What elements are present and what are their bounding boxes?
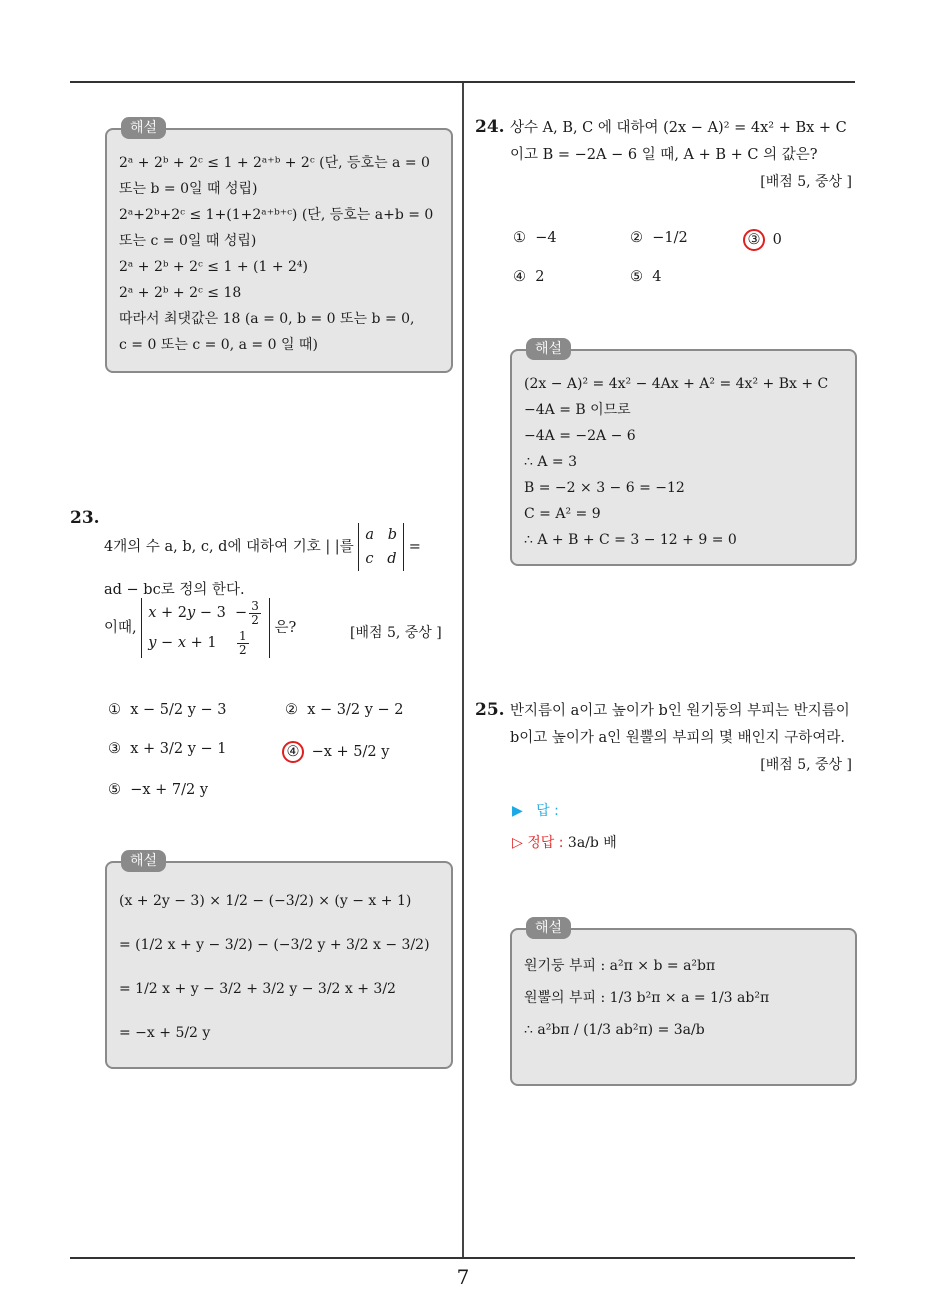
question-23-meta: [배점 5, 중상 ]: [350, 625, 442, 641]
question-number-24: 24.: [475, 117, 505, 137]
choice-text: −x + 5/2 y: [311, 744, 390, 760]
question-24-line2: 이고 B = −2A − 6 일 때, A + B + C 의 값은?: [510, 147, 818, 163]
answer-row[interactable]: [512, 800, 559, 820]
solution-line: 2ᵃ + 2ᵇ + 2ᶜ ≤ 18: [119, 285, 242, 301]
answer-circle-mark: ④: [282, 741, 304, 763]
choice-23-2[interactable]: [285, 702, 404, 718]
solution-box-24: [510, 341, 857, 566]
answer-arrow-icon: ▶: [512, 803, 523, 819]
choice-23-4[interactable]: [285, 741, 389, 763]
correct-unit: 배: [603, 835, 617, 851]
solution-line: 2ᵃ + 2ᵇ + 2ᶜ ≤ 1 + (1 + 2⁴): [119, 259, 308, 275]
solution-line: −4A = −2A − 6: [524, 428, 636, 444]
solution-line: 또는 c = 0일 때 성립): [119, 233, 257, 249]
solution-line: ∴ A = 3: [524, 454, 578, 470]
choice-text: x − 3/2 y − 2: [307, 702, 404, 718]
choice-text: 2: [535, 269, 545, 285]
solution-line: 원기둥 부피 : a²π × b = a²bπ: [524, 958, 716, 974]
choice-24-5[interactable]: [630, 269, 661, 285]
choice-text: x + 3/2 y − 1: [130, 741, 227, 757]
solution-line: 원뿔의 부피 : 1/3 b²π × a = 1/3 ab²π: [524, 990, 770, 1006]
choice-text: −4: [535, 230, 557, 246]
answer-circle-mark: ③: [743, 229, 765, 251]
choice-mark: ⑤: [108, 782, 121, 798]
solution-line: = (1/2 x + y − 3/2) − (−3/2 y + 3/2 x − 3/2): [119, 937, 430, 953]
choice-23-3[interactable]: [108, 741, 227, 757]
solution-box-22: [105, 120, 453, 373]
choice-24-4[interactable]: [513, 269, 544, 285]
choice-mark: ①: [513, 230, 526, 246]
choice-24-2[interactable]: [630, 230, 688, 246]
question-25-text: [510, 698, 860, 779]
choice-text: −1/2: [652, 230, 688, 246]
solution-line: 또는 b = 0일 때 성립): [119, 181, 258, 197]
correct-arrow-icon: ▷: [512, 835, 523, 851]
solution-body: [512, 930, 855, 1054]
question-25-meta: [배점 5, 중상 ]: [760, 757, 852, 773]
question-25-line2: b이고 높이가 a인 원뿔의 부피의 몇 배인지 구하여라.: [510, 730, 845, 746]
solution-tag: 해설: [526, 917, 571, 939]
solution-line: = 1/2 x + y − 3/2 + 3/2 y − 3/2 x + 3/2: [119, 981, 396, 997]
question-24-text: [510, 115, 860, 196]
question-23-line1: 4개의 수 a, b, c, d에 대하여 기호 | |를: [104, 539, 354, 555]
bottom-rule: [70, 1257, 855, 1259]
solution-box-25: [510, 920, 857, 1086]
solution-body: [107, 130, 451, 366]
question-23-line3: [104, 598, 454, 658]
choice-mark: ②: [630, 230, 643, 246]
solution-line: −4A = B 이므로: [524, 402, 631, 418]
choice-mark: ②: [285, 702, 298, 718]
question-number-25: 25.: [475, 700, 505, 720]
correct-label: 정답 :: [527, 835, 564, 851]
determinant-expression: x + 2y − 3 − $\frac{3}{2}$ y − x + 1 $\frac{1}{2}$: [141, 598, 270, 658]
choice-23-5[interactable]: [108, 782, 208, 798]
correct-value: 3a/b: [567, 835, 599, 851]
choice-mark: ④: [513, 269, 526, 285]
solution-line: B = −2 × 3 − 6 = −12: [524, 480, 685, 496]
correct-answer-row: [512, 832, 617, 852]
solution-line: C = A² = 9: [524, 506, 601, 522]
solution-line: ∴ A + B + C = 3 − 12 + 9 = 0: [524, 532, 737, 548]
choice-mark: ①: [108, 702, 121, 718]
solution-line: 2ᵃ + 2ᵇ + 2ᶜ ≤ 1 + 2ᵃ⁺ᵇ + 2ᶜ (단, 등호는 a = 0: [119, 155, 430, 171]
solution-line: ∴ a²bπ / (1/3 ab²π) = 3a/b: [524, 1022, 705, 1038]
question-23-line2: ad − bc로 정의 한다.: [104, 582, 245, 598]
question-23-line3-post: 은?: [274, 620, 297, 636]
choice-text: −x + 7/2 y: [130, 782, 209, 798]
solution-tag: 해설: [121, 117, 166, 139]
choice-23-1[interactable]: [108, 702, 227, 718]
solution-tag: 해설: [526, 338, 571, 360]
question-number-23: 23.: [70, 508, 100, 528]
solution-line: (x + 2y − 3) × 1/2 − (−3/2) × (y − x + 1): [119, 893, 412, 909]
choice-text: 4: [652, 269, 662, 285]
answer-label: 답 :: [536, 803, 559, 819]
solution-line: c = 0 또는 c = 0, a = 0 일 때): [119, 337, 318, 353]
question-25-line1: 반지름이 a이고 높이가 b인 원기둥의 부피는 반지름이: [510, 703, 850, 719]
solution-body: [107, 863, 451, 1063]
question-23-line3-pre: 이때,: [104, 620, 137, 636]
solution-line: (2x − A)² = 4x² − 4Ax + A² = 4x² + Bx + C: [524, 376, 829, 392]
choice-mark: ③: [108, 741, 121, 757]
question-24-line1: 상수 A, B, C 에 대하여 (2x − A)² = 4x² + Bx + C: [510, 120, 847, 136]
choice-24-3[interactable]: [746, 229, 782, 251]
determinant-symbol: a b c d: [358, 523, 404, 571]
solution-line: 2ᵃ+2ᵇ+2ᶜ ≤ 1+(1+2ᵃ⁺ᵇ⁺ᶜ) (단, 등호는 a+b = 0: [119, 207, 434, 223]
question-24-meta: [배점 5, 중상 ]: [760, 174, 852, 190]
solution-body: [512, 351, 855, 561]
choice-mark: ⑤: [630, 269, 643, 285]
choice-text: 0: [772, 232, 782, 248]
question-23-text: 4개의 수 a, b, c, d에 대하여 기호 | |를 a b c d = ad − bc로 정의 한다.: [104, 523, 454, 604]
solution-line: 따라서 최댓값은 18 (a = 0, b = 0 또는 b = 0,: [119, 311, 415, 327]
choice-text: x − 5/2 y − 3: [130, 702, 227, 718]
page-number: 7: [456, 1265, 470, 1289]
solution-tag: 해설: [121, 850, 166, 872]
solution-box-23: [105, 853, 453, 1069]
solution-line: = −x + 5/2 y: [119, 1025, 211, 1041]
column-divider: [462, 83, 464, 1257]
choice-24-1[interactable]: [513, 230, 557, 246]
